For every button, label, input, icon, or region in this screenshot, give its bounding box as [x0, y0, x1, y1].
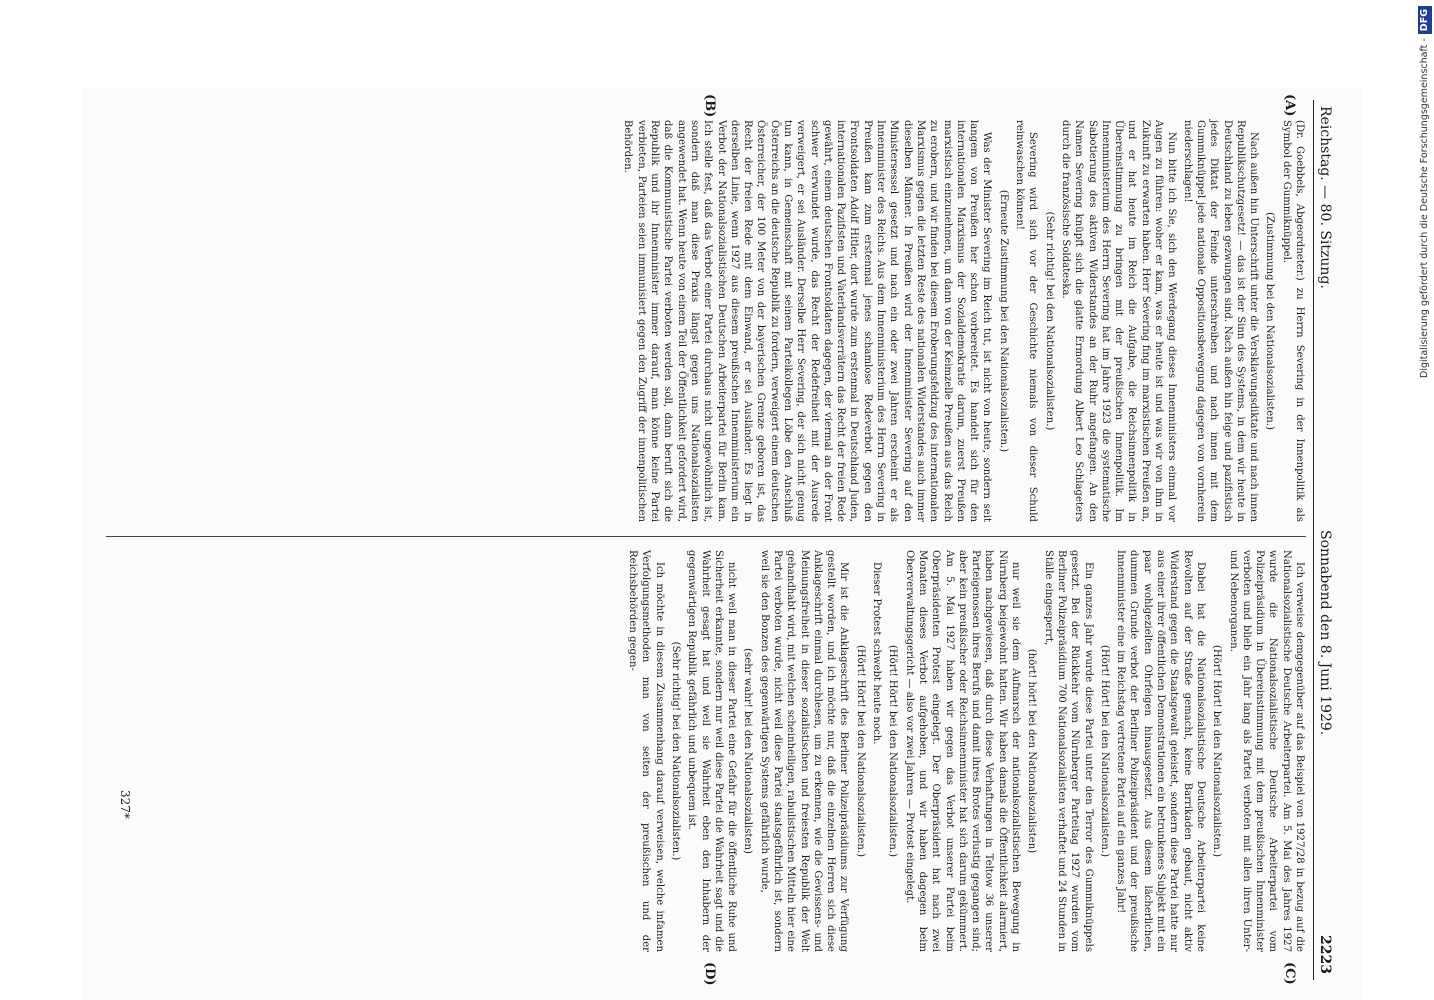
paragraph: Ich verweise demgegenüber auf das Beispiel von 1927/28 in bezug auf die Nationalsozialistische Deutsche Arbeiterpartei. Am 5. Mai des Jahres 1927 wurde die Nationalsozialistische Deutsche Arbeiterpartei vom Polizeipräsidium in Übereinstimmung mit dem preußischen Innenminister verboten und blieb ein Jahr lang als Partei verboten mit allen ihren Unter- und Nebenorganen.	[1227, 550, 1305, 952]
marker-b: (B)	[702, 94, 717, 118]
interjection: (hört! hört! bei den Nationalsozialisten)	[1026, 648, 1038, 854]
paragraph: Mir ist die Anklageschrift des Berliner Polizeipräsidiums zur Verfügung gestellt worden, und ich möchte nur, daß die einzelnen Herren sich diese Anklageschrift einmal durchlesen, um zu erkennen, wie die Gewissens- und Meinungsfreiheit in dieser sozialistischen und freiesten Republik der Welt gehandhabt wird, mit welchen scheinheiligen, rabulistischen Mitteln hier eine Partei verboten wurde, nicht weil diese Partei staatsgefährlich ist, sondern weil sie den Bonzen des gegenwärtigen Systems gefährlich wurde,	[758, 550, 850, 952]
interjection: (Sehr richtig! bei den Nationalsozialisten.)	[669, 641, 681, 861]
paragraph: Nun bitte ich Sie, sich den Werdegang dieses Innenministers einmal vor Augen zu führen: woher er kam, was er heute ist und was wir von ihm in Zukunft zu erwarten haben. Herr Severing fing im marxistischen Preußen an, und er hat heute im Reich die Aufgabe, die Reichsinnenpolitik in Übereinstimmung zu bringen mit der preußischen Innenpolitik. Im Innenministerium des Herrn Severing hat im Jahre 1923 die systematische Sabotierung des aktiven Widerstandes an der Ruhr angefangen. An den Namen Severing knüpft sich die glatte Ermordung Albert Leo Schlageters durch die französische Soldateska.	[1059, 120, 1178, 522]
interjection: (Zustimmung bei den Nationalsozialisten.)	[1264, 212, 1276, 430]
paragraph: Ich möchte in diesem Zusammenhang darauf verweisen, welche infamen Verfolgungsmethoden man von seiten der preußischen und der Reichsbehörden gegen-	[627, 550, 665, 952]
watermark-text	[1418, 6, 1432, 996]
column-right	[624, 550, 1306, 952]
paragraph: Ein ganzes Jahr wurde diese Partei unter den Terror des Gummiknüppels gesetzt. Bei der Rückkehr vom Nürnberger Parteitag 1927 wurden vom Berliner Polizeipräsidium 700 Nationalsozialisten verhaftet und 24 Stunden in Ställe eingesperrt,	[1042, 550, 1094, 952]
page-number: 2223	[1317, 935, 1333, 974]
marker-a: (A)	[1282, 94, 1297, 117]
paragraph: nur weil sie dem Aufmarsch der nationalsozialistischen Bewegung in Nürnberg beigewohnt hatten. Wir haben damals die Öffentlichkeit alarmiert, haben nachgewiesen, daß durch diese Verhaftungen in Teltow 36 unserer Parteigenossen ihres Berufs und damit ihres Brotes verlustig gegangen sind; aber kein preußischer oder Reichsinnenminister hat sich darum gekümmert. Am 5. Mai 1927 haben wir gegen das Verbot unserer Partei beim Oberpräsidenten Protest eingelegt. Der Oberpräsident hat nach zwei Monaten dieses Verbot aufgehoben, und wir haben dagegen beim Oberverwaltungsgericht — also vor zwei Jahren — Protest eingelegt.	[903, 550, 1022, 952]
paragraph: nicht weil man in dieser Partei eine Gefahr für die öffentliche Ruhe und Sicherheit erkannte, sondern nur weil diese Partei die Wahrheit sagt und die Wahrheit gesagt hat und weil sie Wahrheit eben den Inhabern der gegenwärtigen Republik gefährlich und unbequem ist.	[686, 550, 738, 952]
dfg-logo: DFG	[1418, 6, 1432, 34]
marker-c: (C)	[1282, 962, 1297, 985]
paragraph: Nach außen hin Unterschrift unter die Versklavungsdiktate und nach innen Republikschutzgesetz! — das ist der Sinn des Systems, in dem wir heute in Deutschland zu leben gezwungen sind. Nach außen hin feige und pazifistisch jedes Diktat der Feinde unterschreiben und nach innen mit dem Gummiknüppel jede nationale Oppositionsbewegung dagegen von vornherein niederschlagen!	[1181, 120, 1260, 522]
interjection: (Hört! Hört! bei den Nationalsozialisten.)	[1098, 644, 1110, 858]
scanned-page	[82, 88, 1362, 1000]
interjection: (Hört! Hört! bei den Nationalsozialisten.)	[854, 644, 866, 858]
marker-d: (D)	[702, 962, 717, 986]
interjection: (Hört! Hört! bei den Nationalsozialisten.)	[887, 644, 899, 858]
column-left	[619, 120, 1306, 522]
paragraph: (Dr. Goebbels, Abgeordneter.) zu Herrn Severing in der Innenpolitik als Symbol der Gummiknüppel.	[1280, 120, 1305, 522]
paragraph: Dieser Protest schwebt heute noch.	[871, 562, 883, 745]
header-date: Sonnabend den 8. Juni 1929.	[1317, 530, 1333, 736]
interjection: (Erneute Zustimmung bei den Nationalsozialisten.)	[997, 189, 1009, 453]
interjection: (Sehr richtig! bei den Nationalsozialisten.)	[1043, 211, 1055, 431]
header-left: Reichstag. — 80. Sitzung.	[1317, 106, 1333, 289]
watermark-caption: Digitalisierung gefördert durch die Deutsche Forschungsgemeinschaft -	[1419, 38, 1430, 378]
paragraph: Dabei hat die Nationalsozialistische Deutsche Arbeiterpartei keine Revolten auf der Straße gemacht, keine Barrikaden gebaut, nicht aktiv Widerstand gegen die Staatsgewalt geleistet, sondern diese Partei hatte nur aus einer ihrer öffentlichen Demonstrationen ein betrunkenes Subjekt mit ein paar wohlgezielten Ohrfeigen hinausgesetzt. Aus diesem lächerlichen, dummen Grunde verbot der Berliner Polizeipräsident und der preußische Innenminister eine im Reichstag vertretene Partei auf ein ganzes Jahr!	[1115, 550, 1206, 952]
running-header	[1313, 100, 1336, 980]
interjection: (Hört! Hört! bei den Nationalsozialisten.)	[1211, 644, 1223, 858]
paragraph: Was der Minister Severing im Reich tut, ist nicht von heute, sondern seit langem von Preußen her schon vorbereitet. Es handelt sich für den internationalen Marxismus der Sozialdemokratie darum, zuerst Preußen marxistisch einzunehmen, um dann von der Keimzelle Preußen aus das Reich zu erobern, und wir finden bei diesem Eroberungsfeldzug des internationalen Marxismus gegen die letzten Reste des nationalen Widerstandes auch immer dieselben Männer. In Preußen wird der Innenminister Severing auf den Ministersessel gesetzt und nach ein oder zwei Jahren erscheint er als Innenminister des Reichs. Aus dem Innenministerium des Herrn Severing in Preußen kam zum erstenmal jenes schamlose Redeverbot gegen den Frontsoldaten Adolf Hitler, dort wurde zum erstenmal in Deutschland Juden, internationalen Pazifisten und Vaterlandsverrätern das Recht der freien Rede gewährt, einem deutschen Frontsoldaten dagegen, der viermal an der Front schwer verwundet wurde, das Recht der Redefreiheit mit der Ausrede verweigert, er sei Ausländer. Derselbe Herr Severing, der sich nicht genug tun kann, in Gemeinschaft mit seinem Parteikollegen Löbe den Anschluß Österreichs an die deutsche Republik zu fordern, verweigert einem deutschen Österreicher, der 100 Meter von der bayerischen Grenze geboren ist, das Recht der freien Rede mit dem Einwand, er sei Ausländer. Es liegt in derselben Linie, wenn 1927 aus diesem preußischen Innenministerium ein Verbot der Nationalsozialistischen Deutschen Arbeiterpartei für Berlin kam. Ich stelle fest, daß das Verbot einer Partei durchaus nicht ungewöhnlich ist, sondern daß man diese Praxis längst gegen uns Nationalsozialisten angewendet hat. Wenn heute von einem Teil der Öffentlichkeit gefordert wird, daß die Kommunistische Partei verboten werden soll, dann beruft sich die Republik und ihr Innenminister immer darauf, man könne keine Partei verbieten, Parteien seien immunisiert gegen den Zugriff der innenpolitischen Behörden.	[622, 120, 993, 522]
paragraph: Severing wird sich vor der Geschichte niemals von dieser Schuld reinwaschen können!	[1014, 120, 1039, 522]
signature-mark: 327*	[118, 790, 132, 819]
column-divider	[106, 536, 1306, 537]
interjection: (sehr wahr! bei den Nationalsozialisten)	[742, 648, 754, 854]
page-content	[92, 90, 1336, 990]
dfg-watermark	[1418, 6, 1432, 996]
